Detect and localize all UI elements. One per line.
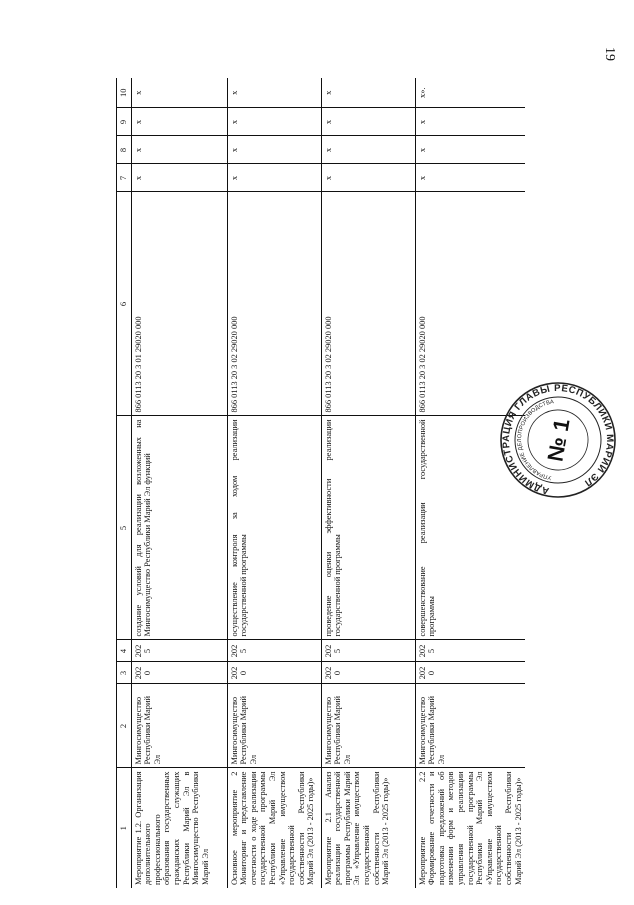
start-year-cell: 2020 [131,662,227,684]
header-col-3: 3 [117,662,132,684]
start-year-cell: 2020 [321,662,415,684]
col-7-cell: х [131,164,227,192]
expected-result-cell: проведение оценки эффективности реализации государственной программы [321,416,415,640]
col-8-cell: х [321,136,415,164]
stamp-outer-text: АДМИНИСТРАЦИЯ ГЛАВЫ РЕСПУБЛИКИ МАРИЙ ЭЛ [500,382,616,497]
header-col-1: 1 [117,768,132,888]
col-10-cell: х [131,78,227,108]
col-8-cell: х [415,136,525,164]
header-col-9: 9 [117,108,132,136]
start-year-cell: 2020 [227,662,321,684]
expected-result-cell: осуществление контроля за ходом реализации государственной программы [227,416,321,640]
end-year-cell: 2025 [131,640,227,662]
activity-name-cell: Мероприятие 2.1 Анализ реализации государственной программы Республики Марий Эл «Управление имуществом государственной собственности Республики Марий Эл (2013 - 2025 годы)» [321,768,415,888]
end-year-cell: 2025 [415,640,525,662]
header-col-2: 2 [117,684,132,768]
table-row [227,78,321,888]
stamp-inner-text: УПРАВЛЕНИЕ ДЕЛОПРОИЗВОДСТВА [516,399,555,481]
stamp-number: № 1 [542,416,575,464]
col-8-cell: х [131,136,227,164]
header-col-8: 8 [117,136,132,164]
col-9-cell: х [415,108,525,136]
col-10-cell: х». [415,78,525,108]
document-table [116,78,523,888]
expected-result-cell: создание условий для реализации возложенных на Мингосимущество Республики Марий Эл функций [131,416,227,640]
activity-name-cell: Мероприятие 2.2 Формирование отчетности и подготовка предложений об изменении форм и методов управления реализации государственной программы Республики Марий Эл «Управление имуществом государственной собственности Республики Марий Эл (2013 - 2025 годы)» [415,768,525,888]
col-10-cell: х [227,78,321,108]
official-stamp [498,380,618,500]
col-9-cell: х [321,108,415,136]
executor-cell: Мингосимущество Республики Марий Эл [227,684,321,768]
page-number: 19 [602,47,617,61]
budget-code-cell: 866 0113 20 3 02 29020 000 [415,192,525,416]
col-7-cell: х [415,164,525,192]
end-year-cell: 2025 [227,640,321,662]
header-col-4: 4 [117,640,132,662]
table-row [321,78,415,888]
end-year-cell: 2025 [321,640,415,662]
table-header-row [117,78,132,888]
activities-table [116,78,525,888]
expected-result-cell: совершенствование реализации государственной программы [415,416,525,640]
col-10-cell: х [321,78,415,108]
col-9-cell: х [131,108,227,136]
header-col-10: 10 [117,78,132,108]
header-col-5: 5 [117,416,132,640]
budget-code-cell: 866 0113 20 3 02 29020 000 [227,192,321,416]
executor-cell: Мингосимущество Республики Марий Эл [321,684,415,768]
budget-code-cell: 866 0113 20 3 02 29020 000 [321,192,415,416]
col-7-cell: х [321,164,415,192]
activity-name-cell: Мероприятие 1.2. Организация дополнительного профессионального образования государственных гражданских служащих Республики Марий Эл в Мингосимущество Республики Марий Эл [133,771,210,885]
header-col-7: 7 [117,164,132,192]
stamp-seal-icon [498,380,618,500]
executor-cell: Мингосимущество Республики Марий Эл [415,684,525,768]
col-7-cell: х [227,164,321,192]
table-row [131,78,227,888]
executor-cell: Мингосимущество Республики Марий Эл [131,684,227,768]
col-9-cell: х [227,108,321,136]
activity-name-cell: Основное мероприятие 2 Мониторинг и представление отчетности о ходе реализации государственной программы Республики Марий Эл «Управление имуществом государственной собственности Республики Марий Эл (2013 - 2025 годы)» [227,768,321,888]
budget-code-cell: 866 0113 20 3 01 29020 000 [131,192,227,416]
header-col-6: 6 [117,192,132,416]
start-year-cell: 2020 [415,662,525,684]
col-8-cell: х [227,136,321,164]
